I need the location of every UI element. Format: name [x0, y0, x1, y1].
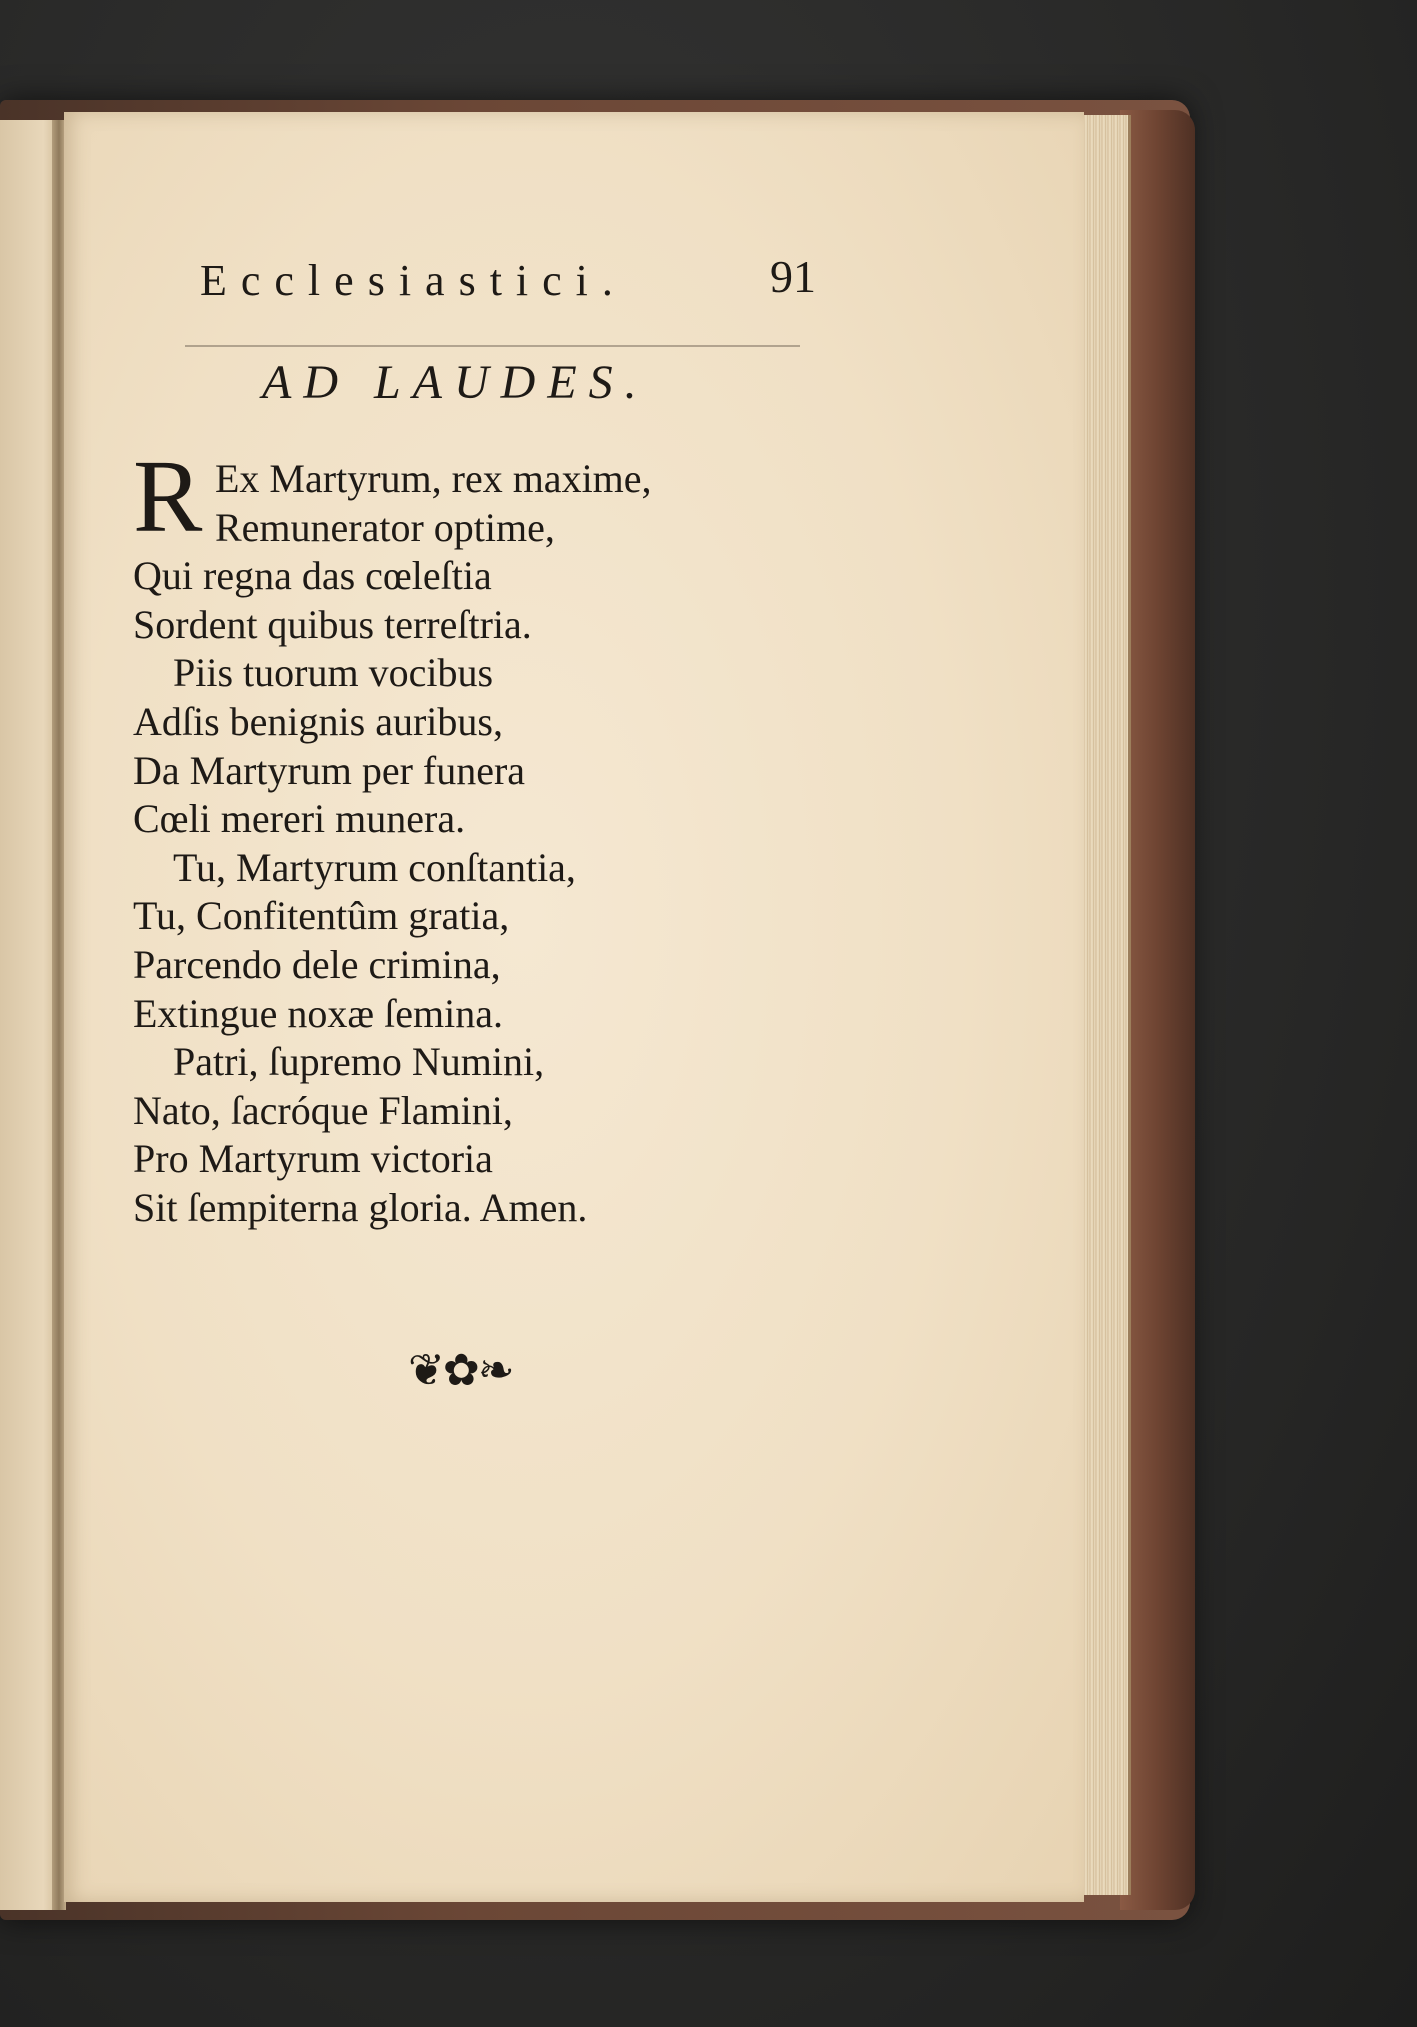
drop-cap: R: [133, 439, 203, 554]
hymn-title: AD LAUDES.: [262, 356, 649, 409]
verse-line: Qui regna das cœleſtia: [133, 553, 492, 599]
verse-line: Ex Martyrum, rex maxime,: [215, 456, 652, 501]
verse-line: Extingue noxæ ſemina.: [133, 990, 503, 1036]
verse-line: Remunerator optime,: [215, 504, 555, 550]
verse-line: Patri, ſupremo Numini,: [173, 1039, 545, 1085]
verse-line: Cœli mereri munera.: [133, 796, 466, 842]
page-number: 91: [770, 251, 816, 302]
verse-line: Nato, ſacróque Flamini,: [133, 1087, 513, 1133]
verse-line: Tu, Martyrum conſtantia,: [173, 844, 576, 890]
verse-line: Sit ſempiterna gloria. Amen.: [133, 1184, 588, 1230]
verse-line: Adſis benignis auribus,: [133, 698, 503, 744]
book-fore-edge-board: [1120, 110, 1195, 1910]
verse-line: Pro Martyrum victoria: [133, 1136, 493, 1182]
verse-line: Piis tuorum vocibus: [173, 650, 494, 696]
hymn-text: [133, 439, 833, 1233]
verse-line: Da Martyrum per funera: [133, 747, 526, 793]
running-head-title: Ecclesiastici.: [200, 256, 627, 305]
printer-fleuron-icon: ❦✿❧: [408, 1345, 513, 1396]
verse-line: Tu, Confitentûm gratia,: [133, 893, 510, 939]
verse-line: Sordent quibus terreſtria.: [133, 601, 532, 647]
head-rule: [185, 345, 800, 347]
verse-line: Parcendo dele crimina,: [133, 941, 501, 987]
